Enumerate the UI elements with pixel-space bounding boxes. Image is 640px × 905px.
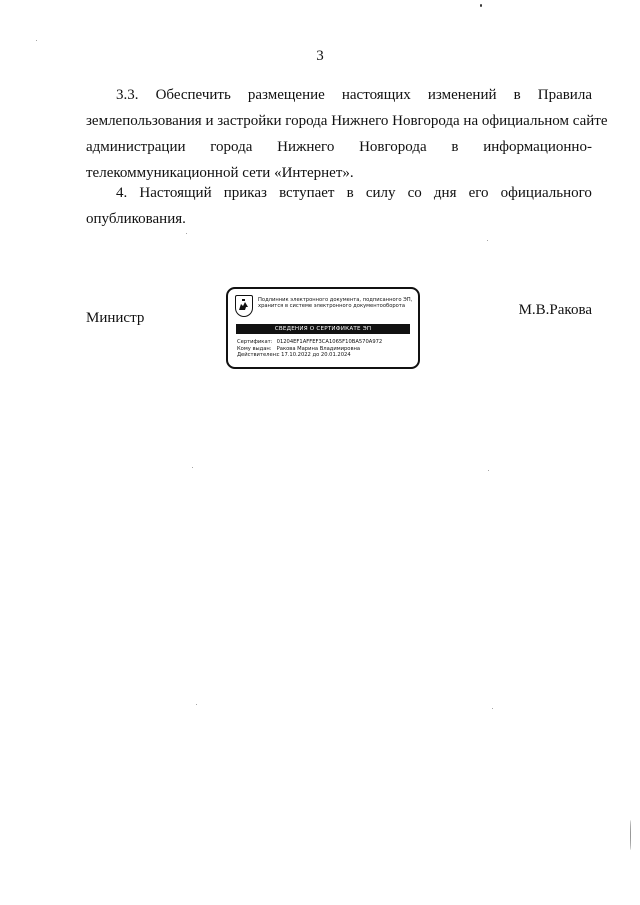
- scan-speck: [487, 240, 488, 241]
- coat-of-arms-icon: [235, 295, 253, 317]
- word: размещение: [247, 87, 325, 103]
- page-number: 3: [316, 48, 324, 64]
- word: настоящих: [341, 87, 411, 103]
- signatory-name: М.В.Ракова: [518, 302, 592, 318]
- stamp-note-line: хранится в системе электронного документооборота: [258, 303, 406, 310]
- word: в: [513, 87, 521, 103]
- word: Нижнего: [277, 139, 335, 155]
- word: Новгорода: [359, 139, 427, 155]
- word: приказ: [223, 185, 267, 201]
- scan-speck: [492, 708, 493, 709]
- word: Настоящий: [139, 185, 212, 201]
- validity-value: с 17.10.2022 до 20.01.2024: [276, 352, 351, 359]
- word: города: [210, 139, 253, 155]
- scan-speck: [186, 233, 187, 234]
- scan-speck: [488, 470, 489, 471]
- word: официального: [500, 185, 592, 201]
- certificate-label: Сертификат:: [237, 339, 273, 345]
- word: Обеспечить: [155, 87, 231, 103]
- paragraph-4: [86, 180, 592, 232]
- word: 3.3.: [116, 87, 139, 103]
- word: дня: [433, 185, 457, 201]
- paragraph-line: [86, 134, 592, 160]
- electronic-signature-stamp: [226, 287, 420, 369]
- stamp-note: [258, 297, 418, 310]
- word: силу: [365, 185, 396, 201]
- word: в: [346, 185, 354, 201]
- issued-to-label: Кому выдан:: [237, 345, 272, 352]
- word: информационно-: [483, 139, 592, 155]
- paragraph-line: [86, 180, 592, 206]
- word: в: [451, 139, 459, 155]
- stamp-note-line: Подлинник электронного документа, подписанного ЭП,: [258, 297, 413, 303]
- certificate-row: [237, 339, 415, 346]
- word: со: [407, 185, 422, 201]
- validity-row: [237, 352, 415, 359]
- certificate-value: 01204EF1AFFEF3CA1065F10BA570A972: [276, 339, 383, 345]
- scan-speck: [36, 40, 37, 41]
- paragraph-line: [86, 82, 592, 108]
- paragraph-line: [86, 108, 608, 134]
- scan-speck: [196, 704, 197, 705]
- word: вступает: [279, 185, 335, 201]
- paragraph-line: [86, 206, 592, 232]
- line-text: землепользования и застройки города Нижнего Новгорода на официальном сайте: [86, 113, 608, 129]
- stamp-header: СВЕДЕНИЯ О СЕРТИФИКАТЕ ЭП: [236, 324, 410, 334]
- word: администрации: [86, 139, 186, 155]
- stamp-details: [237, 339, 415, 359]
- line-text: телекоммуникационной сети «Интернет».: [86, 165, 354, 181]
- word: 4.: [116, 185, 128, 201]
- scan-speck: [192, 467, 193, 468]
- scan-edge-mark: [630, 820, 631, 850]
- word: изменений: [427, 87, 497, 103]
- line-text: опубликования.: [86, 211, 186, 227]
- scan-speck: [480, 4, 482, 7]
- issued-to-value: Ракова Марина Владимировна: [276, 345, 361, 352]
- paragraph-3-3: [86, 82, 608, 186]
- validity-label: Действителен:: [237, 352, 278, 359]
- word: его: [468, 185, 489, 201]
- word: Правила: [537, 87, 592, 103]
- signatory-title: Министр: [86, 310, 145, 326]
